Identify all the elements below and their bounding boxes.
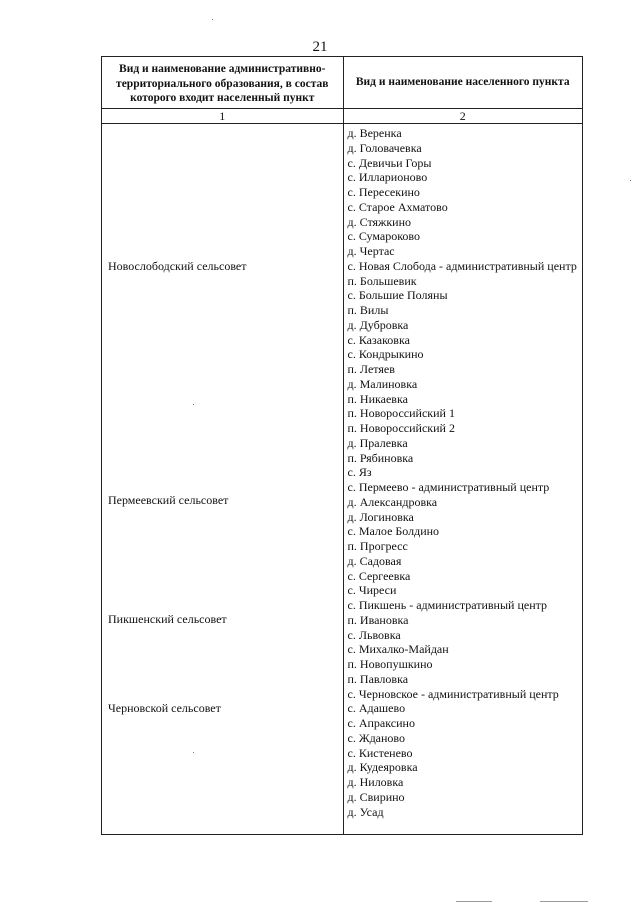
settlement-item: д. Логиновка	[347, 509, 414, 524]
settlement-item: п. Ивановка	[347, 612, 409, 627]
settlement-item: с. Яз	[347, 465, 372, 480]
settlement-item: с. Малое Болдино	[347, 524, 440, 539]
settlement-item: п. Новопушкино	[347, 657, 433, 671]
settlement-item: с. Илларионово	[347, 170, 428, 185]
settlement-item: с. Жданово	[347, 730, 406, 745]
header-admin-unit: Вид и наименование административно-территориального образования, в состав которого входит населенный пункт	[102, 57, 344, 109]
column-number-row	[102, 109, 583, 124]
settlement-item: п. Новороссийский 2	[347, 421, 455, 435]
settlement-item: с. Пермеево - административный центр	[347, 480, 550, 494]
column-number-2: 2	[343, 109, 583, 124]
table-body-row	[102, 124, 583, 835]
settlement-item: д. Веренка	[347, 126, 402, 140]
settlement-item: с. Сумароково	[347, 229, 421, 244]
settlement-item: д. Чертас	[347, 244, 395, 258]
table-header-row	[102, 57, 583, 109]
settlements-table	[101, 56, 583, 835]
settlement-item: с. Девичьи Горы	[347, 155, 432, 170]
scan-speck	[212, 19, 213, 20]
settlement-item: с. Львовка	[347, 627, 401, 642]
settlement-item: д. Свирино	[347, 789, 405, 804]
settlement-item: д. Пралевка	[347, 435, 408, 450]
settlement-item: с. Новая Слобода - административный центр	[347, 258, 577, 273]
settlement-item: п. Летяев	[347, 362, 395, 376]
settlement-item: д. Малиновка	[347, 376, 418, 391]
settlement-item: с. Казаковка	[347, 332, 410, 347]
settlement-item: д. Ниловка	[347, 775, 404, 789]
settlement-item: с. Михалко-Майдан	[347, 642, 449, 657]
settlement-item: с. Черновское - административный центр	[347, 686, 559, 701]
settlement-item: п. Большевик	[347, 273, 417, 288]
scan-speck	[193, 404, 194, 405]
scan-speck	[630, 180, 631, 181]
district-pikshen: Пикшенский сельсовет	[108, 612, 227, 626]
scan-speck	[193, 752, 194, 753]
settlement-item: с. Адашево	[347, 701, 406, 716]
settlement-item: п. Никаевка	[347, 391, 408, 406]
settlement-item: с. Большие Поляны	[347, 288, 448, 303]
scan-edge-mark	[540, 901, 588, 902]
scan-edge-mark	[456, 901, 492, 902]
settlement-item: с. Апраксино	[347, 716, 415, 730]
settlement-item: п. Новороссийский 1	[347, 406, 455, 421]
district-permeevo: Пермеевский сельсовет	[108, 493, 229, 507]
settlement-cell	[343, 124, 583, 835]
settlement-item: д. Стяжкино	[347, 214, 412, 229]
settlement-item: д. Усад	[347, 804, 384, 819]
header-settlement: Вид и наименование населенного пункта	[343, 57, 583, 109]
settlement-item: д. Александровка	[347, 494, 438, 509]
settlement-item: п. Павловка	[347, 671, 409, 686]
settlement-item: с. Чиреси	[347, 583, 397, 598]
settlement-item: д. Головачевка	[347, 140, 422, 155]
settlement-item: п. Рябиновка	[347, 450, 414, 465]
settlement-item: с. Кондрыкино	[347, 347, 424, 362]
settlement-item: п. Вилы	[347, 303, 389, 317]
settlement-item: д. Садовая	[347, 553, 402, 568]
district-novosloboda: Новослободский сельсовет	[108, 259, 247, 273]
settlement-item: д. Дубровка	[347, 317, 409, 332]
admin-unit-cell	[102, 124, 344, 835]
settlement-item: с. Пересекино	[347, 185, 420, 199]
settlement-item: с. Сергеевка	[347, 568, 411, 583]
district-chernovskoe: Черновской сельсовет	[108, 701, 221, 715]
settlement-item: с. Старое Ахматово	[347, 199, 448, 214]
settlement-item: с. Кистенево	[347, 745, 413, 760]
page-number: 21	[312, 39, 328, 55]
settlement-list	[344, 124, 583, 819]
settlement-item: п. Прогресс	[347, 539, 408, 553]
column-number-1: 1	[102, 109, 344, 124]
settlement-item: с. Пикшень - административный центр	[347, 598, 548, 612]
settlement-item: д. Кудеяровка	[347, 760, 418, 775]
